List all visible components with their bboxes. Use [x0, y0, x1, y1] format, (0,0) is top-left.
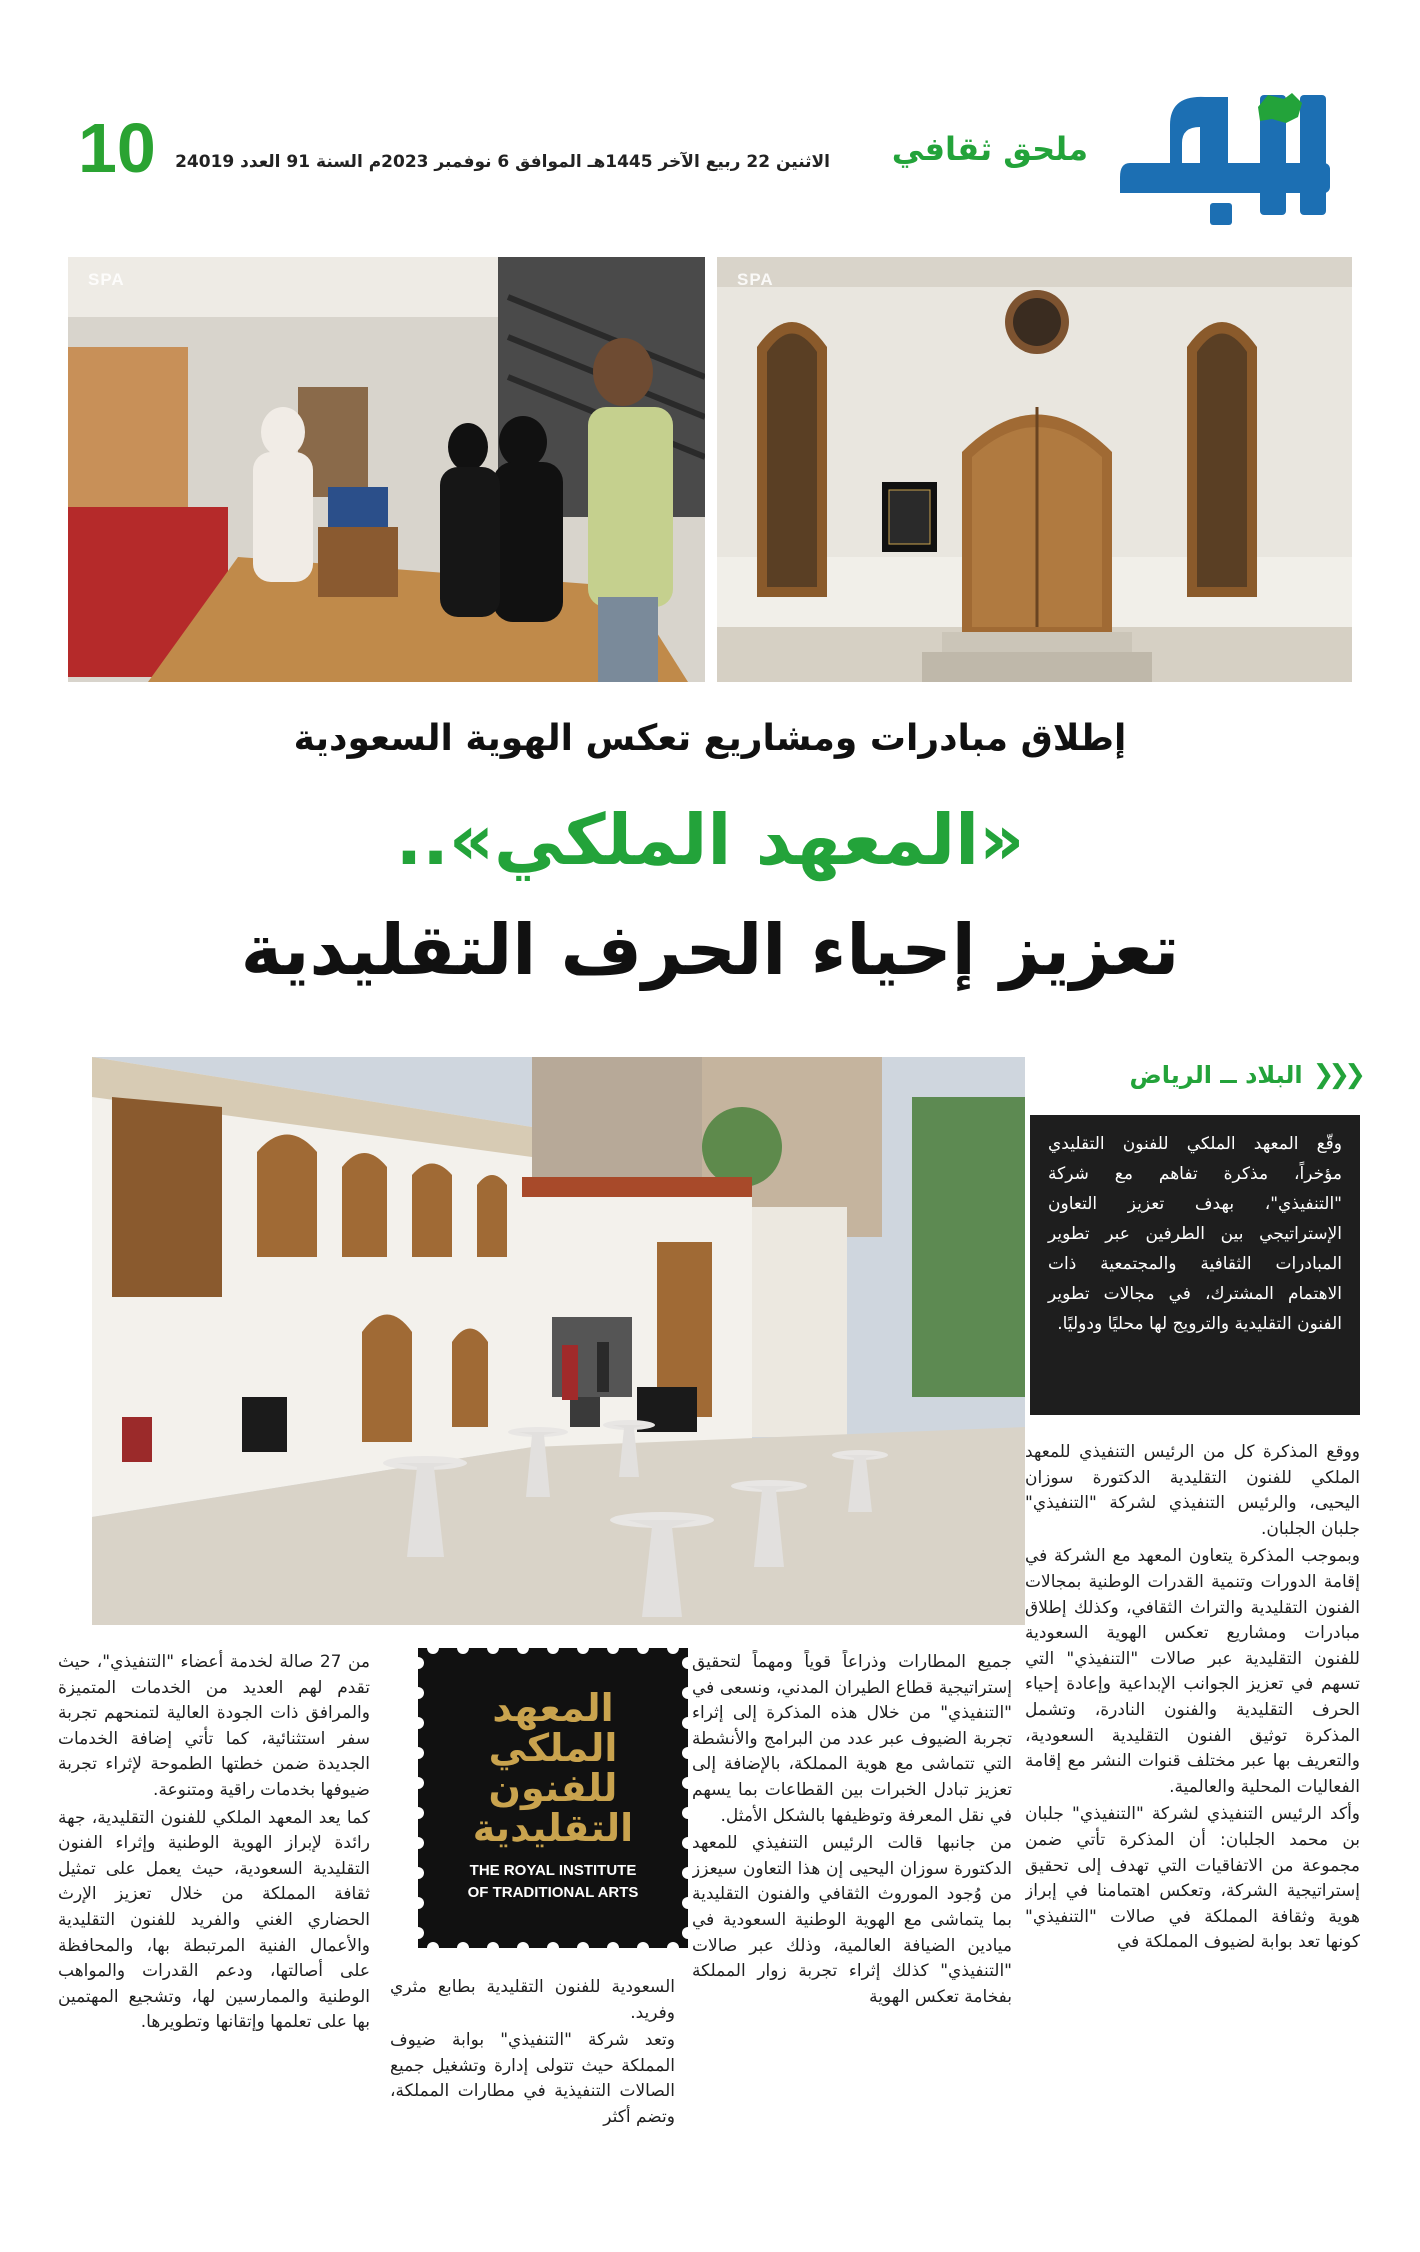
courtyard-image — [92, 1057, 1025, 1625]
paragraph: ووقع المذكرة كل من الرئيس التنفيذي للمعهد الملكي للفنون التقليدية الدكتورة سوزان اليحيى، والرئيس التنفيذي لشركة "التنفيذي" جلبان الجلبان. — [1025, 1442, 1360, 1539]
article-column-4 — [58, 1650, 370, 2210]
logo-arabic-line: للفنون — [488, 1766, 618, 1810]
paragraph: وتعد شركة "التنفيذي" بوابة ضيوف المملكة حيث تتولى إدارة وتشغيل جميع الصالات التنفيذية في مطارات المملكة، وتضم أكثر — [390, 2030, 675, 2127]
paragraph: وأكد الرئيس التنفيذي لشركة "التنفيذي" جلبان بن محمد الجلبان: أن المذكرة تأتي ضمن مجموعة من الاتفاقيات التي تهدف إلى تحقيق إستراتيجية الشركة، وتعكس اهتمامنا في إبراز هوية وثقافة المملكة في صالات "التنفيذي" كونها تعد بوابة لضيوف المملكة في — [1025, 1804, 1360, 1953]
al-bilad-logo-graphic — [1110, 85, 1360, 235]
paragraph: كما يعد المعهد الملكي للفنون التقليدية، جهة رائدة لإبراز الهوية الوطنية وإثراء الفنون التقليدية السعودية، حيث يعمل على تمثيل ثقافة المملكة من خلال تعزيز الإرث الحضاري الغني والفريد للفنون التقليدية والأعمال الفنية المرتبطة بها، والمحافظة على أصالتها، ودعم القدرات والمواهب الوطنية والممارسين لها، وتشجيع المهتمين بها على تعلمها وإتقانها وتطويرها. — [58, 1807, 370, 2033]
byline — [1030, 1055, 1360, 1095]
logo-english-line: THE ROYAL INSTITUTE — [469, 1862, 637, 1879]
paragraph: وبموجب المذكرة يتعاون المعهد مع الشركة في إقامة الدورات وتنمية القدرات الوطنية بمجالات الفنون التقليدية والتراث الثقافي، وكذلك إطلاق مبادرات ومشاريع تعكس الهوية السعودية للفنون التقليدية عبر صالات "التنفيذي" التي تسهم في تعزيز الجوانب الإبداعية وإعادة إحياء الحرف التقليدية والفنون النادرة، وتشمل المذكرة توثيق الفنون التقليدية السعودية، والتعريف بها عبر مختلف قنوات النشر مع إقامة الفعاليات المحلية والعالمية. — [1025, 1546, 1360, 1797]
article-column-2 — [692, 1650, 1012, 2210]
logo-arabic-line: المعهد — [492, 1686, 614, 1730]
article-column-1 — [1025, 1440, 1360, 2210]
workshop-image — [68, 257, 705, 682]
facade-image — [717, 257, 1352, 682]
photo-courtyard — [92, 1057, 1025, 1625]
headline-kicker: إطلاق مبادرات ومشاريع تعكس الهوية السعودية — [293, 718, 1127, 759]
spa-watermark: SPA — [88, 270, 125, 289]
paragraph: السعودية للفنون التقليدية بطابع مثري وفريد. — [390, 1977, 675, 2023]
logo-english-name — [418, 1860, 688, 1904]
spa-watermark: SPA — [737, 270, 774, 289]
logo-arabic-name — [418, 1688, 688, 1848]
newspaper-logo — [1110, 85, 1360, 235]
logo-arabic-line: الملكي — [488, 1726, 618, 1770]
headline-main-line2: تعزيز إحياء الحرف التقليدية — [240, 909, 1180, 991]
supplement-title: ملحق ثقافي — [891, 130, 1088, 168]
masthead — [0, 0, 1420, 250]
logo-arabic-line: التقليدية — [472, 1806, 634, 1850]
logo-english-line: OF TRADITIONAL ARTS — [467, 1884, 639, 1901]
byline-text: البلاد ــ الرياض — [1129, 1061, 1303, 1089]
paragraph: جميع المطارات وذراعاً قوياً ومهماً لتحقيق إستراتيجية قطاع الطيران المدني، ونسعى في "التنفيذي" من خلال هذه المذكرة إلى إثراء تجربة الضيوف عبر عدد من البرامج والأنشطة التي تتماشى مع هوية المملكة، بالإضافة إلى تعزيز تبادل الخبرات بين القطاعات بما يسهم في نقل المعرفة وتوظيفها بالشكل الأمثل. — [692, 1652, 1012, 1826]
headline-main-line1: «المعهد الملكي».. — [395, 799, 1025, 881]
paragraph: من جانبها قالت الرئيس التنفيذي للمعهد الدكتورة سوزان اليحيى إن هذا التعاون سيعزز من وُجود الموروث الثقافي والفنون التقليدية بما يتماشى مع الهوية الوطنية السعودية في ميادين الضيافة العالمية، وذلك عبر صالات "التنفيذي" كذلك إثراء تجربة زوار المملكة بفخامة تعكس الهوية — [692, 1833, 1012, 2007]
page-number: 10 — [78, 109, 156, 187]
chevrons-icon: ❮❮❮ — [1312, 1060, 1360, 1090]
article-column-3 — [390, 1975, 675, 2210]
intro-box: وقّع المعهد الملكي للفنون التقليدي مؤخراً، مذكرة تفاهم مع شركة "التنفيذي"، بهدف تعزيز التعاون الإستراتيجي بين الطرفين عبر تطوير المبادرات الثقافية والمجتمعية ذات الاهتمام المشترك، في مجالات تطوير الفنون التقليدية والترويج لها محليًا ودوليًا. — [1030, 1115, 1360, 1415]
paragraph: من 27 صالة لخدمة أعضاء "التنفيذي"، حيث تقدم لهم العديد من الخدمات المتميزة والمرافق ذات الجودة العالية لتمنحهم تجربة سفر استثنائية، كما تأتي إضافة الخدمات الجديدة ضمن خطتها الطموحة لإثراء تجربة ضيوفها بخدمات راقية ومتنوعة. — [58, 1652, 370, 1800]
photo-workshop — [68, 257, 705, 682]
photo-building-facade — [717, 257, 1352, 682]
dateline: الاثنين 22 ربيع الآخر 1445هـ الموافق 6 نوفمبر 2023م السنة 91 العدد 24019 — [175, 152, 830, 172]
royal-institute-logo — [418, 1648, 688, 1948]
